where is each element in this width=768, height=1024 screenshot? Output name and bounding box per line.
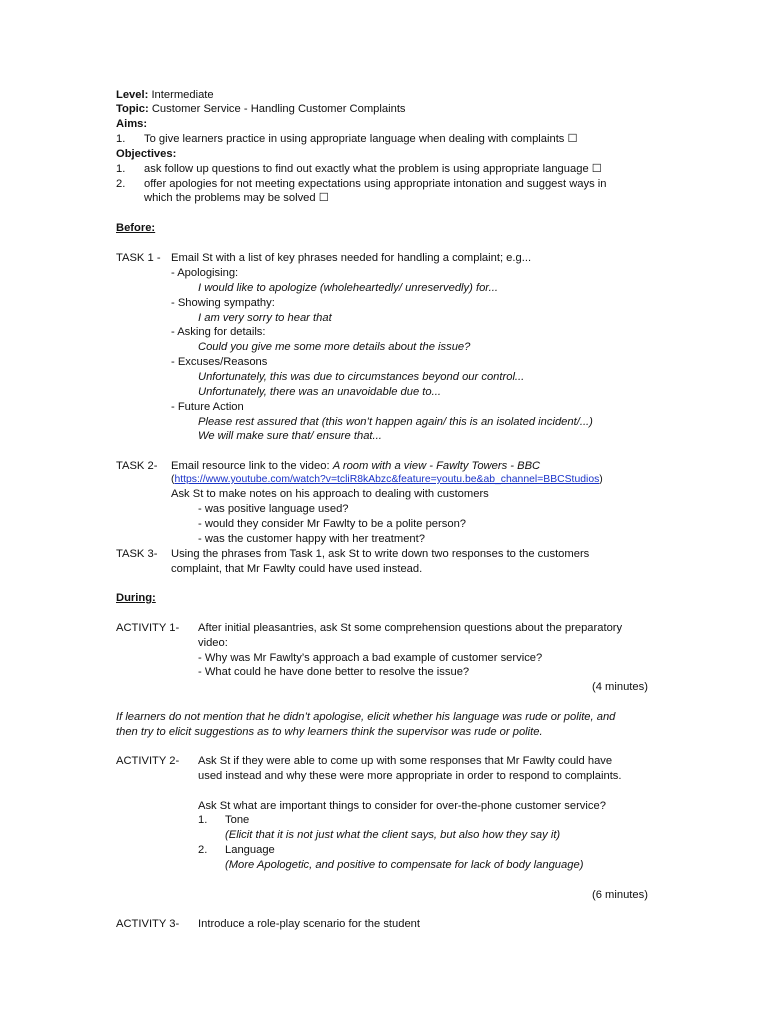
group-title: - Asking for details:: [171, 326, 266, 338]
activity3-label: ACTIVITY 3-: [116, 918, 180, 930]
objective-text: ask follow up questions to find out exactly what the problem is using appropriate language ☐: [144, 163, 602, 175]
teacher-note-cont: then try to elicit suggestions as to why learners think the supervisor was rude or polite.: [116, 726, 543, 738]
group-title: - Showing sympathy:: [171, 297, 275, 309]
group-title: - Excuses/Reasons: [171, 356, 268, 368]
activity2-item-note: (Elicit that it is not just what the client says, but also how they say it): [225, 829, 561, 841]
link-open: (: [171, 474, 175, 485]
aim-number: 1.: [116, 133, 126, 145]
activity1-label: ACTIVITY 1-: [116, 622, 180, 634]
task2-bullet: - was the customer happy with her treatment?: [198, 533, 425, 545]
level-label: Level:: [116, 89, 149, 101]
task3-text-cont: complaint, that Mr Fawlty could have used instead.: [171, 563, 423, 575]
aim-text: To give learners practice in using appropriate language when dealing with complaints ☐: [144, 133, 578, 145]
before-heading: Before:: [116, 222, 156, 234]
activity2-text-cont: used instead and why these were more appropriate in order to respond to complaints.: [198, 770, 622, 782]
topic-value: Customer Service - Handling Customer Complaints: [151, 103, 406, 115]
group-title: - Apologising:: [171, 267, 239, 279]
example-phrase: Could you give me some more details about the issue?: [198, 341, 471, 353]
activity1-text: After initial pleasantries, ask St some comprehension questions about the preparatory: [198, 622, 623, 634]
topic-line: [116, 102, 406, 116]
aims-label: Aims:: [116, 118, 148, 130]
example-phrase: I am very sorry to hear that: [198, 312, 332, 324]
video-title: A room with a view - Fawlty Towers - BBC: [332, 460, 541, 472]
level-line: [116, 88, 214, 102]
level-value: Intermediate: [151, 89, 214, 101]
activity2-label: ACTIVITY 2-: [116, 755, 180, 767]
group-title: - Future Action: [171, 401, 244, 413]
example-phrase: Unfortunately, there was an unavoidable due to...: [198, 386, 441, 398]
objective-number: 1.: [116, 163, 126, 175]
task1-intro: Email St with a list of key phrases needed for handling a complaint; e.g...: [171, 252, 532, 264]
activity3-text: Introduce a role-play scenario for the student: [198, 918, 421, 930]
task3-text: Using the phrases from Task 1, ask St to write down two responses to the customers: [171, 548, 590, 560]
objective-text: offer apologies for not meeting expectations using appropriate intonation and suggest ways in: [144, 178, 607, 190]
task3-label: TASK 3-: [116, 548, 158, 560]
activity2-item-number: 2.: [198, 844, 208, 856]
topic-label: Topic:: [116, 103, 149, 115]
activity2-text: Ask St if they were able to come up with some responses that Mr Fawlty could have: [198, 755, 613, 767]
during-heading: During:: [116, 592, 156, 604]
example-phrase: I would like to apologize (wholeheartedly/ unreservedly) for...: [198, 282, 498, 294]
task2-bullet: - would they consider Mr Fawlty to be a polite person?: [198, 518, 467, 530]
task2-intro-line: [171, 459, 540, 473]
task1-label: TASK 1 -: [116, 252, 161, 264]
activity1-time: (4 minutes): [592, 681, 648, 693]
activity2-item-title: Language: [225, 844, 275, 856]
teacher-note: If learners do not mention that he didn’t apologise, elicit whether his language was rude or polite, and: [116, 711, 616, 723]
activity1-question: - Why was Mr Fawlty’s approach a bad example of customer service?: [198, 652, 543, 664]
objectives-label: Objectives:: [116, 148, 177, 160]
task2-intro: Email resource link to the video:: [171, 460, 333, 472]
example-phrase: Please rest assured that (this won’t happen again/ this is an isolated incident/...): [198, 416, 593, 428]
activity1-question: - What could he have done better to resolve the issue?: [198, 666, 470, 678]
video-link-line: [171, 473, 603, 487]
activity2-item-number: 1.: [198, 814, 208, 826]
example-phrase: Unfortunately, this was due to circumstances beyond our control...: [198, 371, 525, 383]
link-close: ): [599, 474, 603, 485]
activity2-time: (6 minutes): [592, 889, 648, 901]
task2-instruction: Ask St to make notes on his approach to dealing with customers: [171, 488, 489, 500]
objective-number: 2.: [116, 178, 126, 190]
task2-bullet: - was positive language used?: [198, 503, 349, 515]
task2-label: TASK 2-: [116, 460, 158, 472]
video-link[interactable]: https://www.youtube.com/watch?v=tcliR8kAbzc&feature=youtu.be&ab_channel=BBCStudios: [174, 474, 600, 485]
activity2-question: Ask St what are important things to consider for over-the-phone customer service?: [198, 800, 606, 812]
objective-text-cont: which the problems may be solved ☐: [144, 192, 329, 204]
activity1-text-cont: video:: [198, 637, 228, 649]
example-phrase: We will make sure that/ ensure that...: [198, 430, 382, 442]
activity2-item-note: (More Apologetic, and positive to compensate for lack of body language): [225, 859, 584, 871]
activity2-item-title: Tone: [225, 814, 250, 826]
